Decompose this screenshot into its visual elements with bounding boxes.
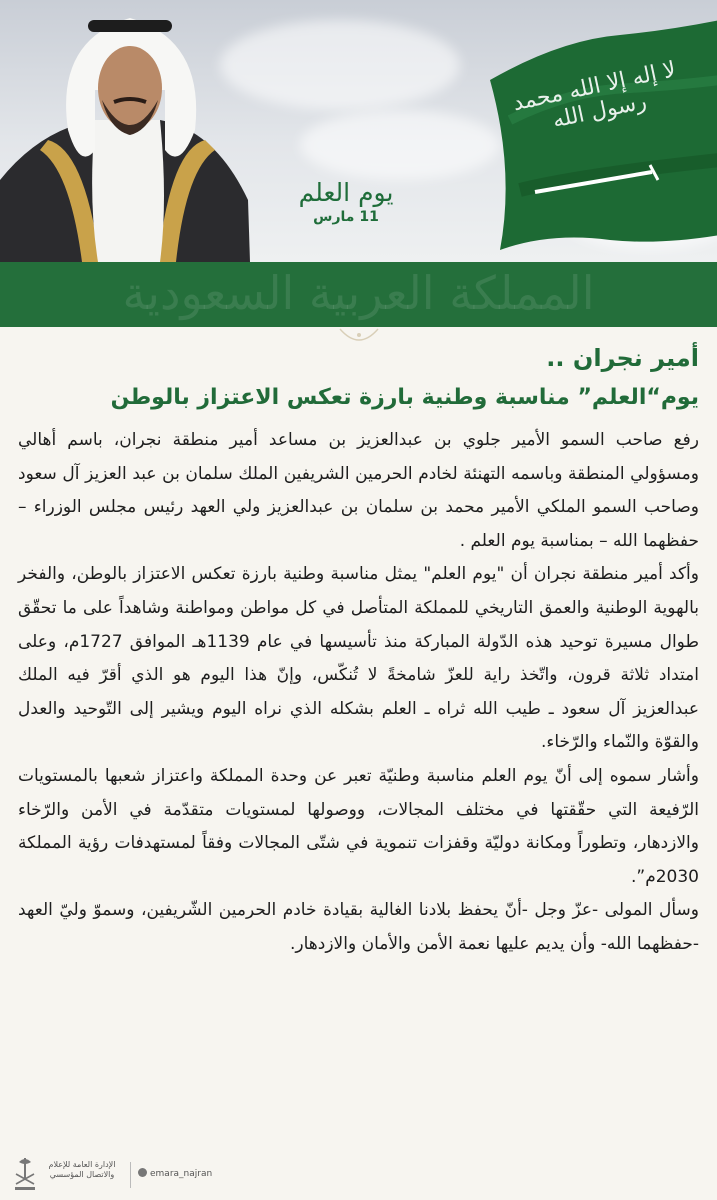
flag-inscription: لا إله إلا الله محمد رسول الله xyxy=(510,57,679,134)
emir-portrait xyxy=(0,0,250,262)
social-icon xyxy=(138,1168,147,1177)
paragraph-1: رفع صاحب السمو الأمير جلوي بن عبدالعزيز بن مساعد أمير منطقة نجران، باسم أهالي ومسؤولي المنطقة وباسمه التهنئة لخادم الحرمين الشريفين الملك سلمان بن عبد العزيز آل سعود وصاحب السمو الملكي الأمير محمد بن سلمان بن عبدالعزيز ولي العهد رئيس مجلس الوزراء – حفظهما الله – بمناسبة يوم العلم . xyxy=(18,430,699,551)
flag-day-logo xyxy=(296,178,396,226)
flag-day-title: يوم العلم xyxy=(298,178,394,207)
article xyxy=(18,340,699,962)
department-name: الإدارة العامة للإعلام والاتصال المؤسسي xyxy=(48,1160,116,1179)
social-handle[interactable] xyxy=(138,1168,212,1179)
paragraph-2: وأكد أمير منطقة نجران أن "يوم العلم" يمثل مناسبة وطنية بارزة تعكس الاعتزاز بالوطن، والفخر بالهوية الوطنية والعمق التاريخي للمملكة المتأصل في كل مواطن ومواطنة وشاهداً على ما تحقّق طوال مسيرة توحيد هذه الدّولة المباركة منذ تأسيسها في عام 1139هـ الموافق 1727م، وعلى امتداد ثلاثة قرون، واتّخذ راية للعزّ شامخةً لا تُنكّس، وإنّ هذا اليوم هو الذي أقرّ فيه الملك عبدالعزيز آل سعود ـ طيب الله ثراه ـ العلم بشكله الذي نراه اليوم ويشير إلى التّوحيد والعدل والقوّة والنّماء والرّخاء. xyxy=(18,564,699,753)
article-headline: يوم“العلم” مناسبة وطنية بارزة تعكس الاعتزاز بالوطن xyxy=(110,385,699,410)
social-handle-text: emara_najran xyxy=(150,1169,213,1179)
green-band xyxy=(0,262,717,327)
band-watermark: المملكة العربية السعودية xyxy=(122,266,595,320)
footer xyxy=(0,1150,717,1200)
paragraph-3: وأشار سموه إلى أنّ يوم العلم مناسبة وطنيّة تعبر عن وحدة المملكة واعتزاز شعبها بالمستويات الرّفيعة التي حقّقتها في مختلف المجالات، ووصولها لمستويات متقدّمة في الأمن والرّخاء والازدهار، وتطوراً ومكانة دوليّة وقفزات تنموية في شتّى المجالات وفقاً لمستهدفات رؤية المملكة 2030م”. xyxy=(18,765,699,887)
saudi-flag xyxy=(420,0,717,262)
flag-day-date: 11 مارس xyxy=(313,209,379,225)
paragraph-4: وسأل المولى -عزّ وجل -أنّ يحفظ بلادنا الغالية بقيادة خادم الحرمين الشّريفين، وسموّ وليّ العهد -حفظهما الله- وأن يديم عليها نعمة الأمن والأمان والازدهار. xyxy=(18,900,699,954)
header-banner xyxy=(0,0,717,262)
article-title: أمير نجران .. xyxy=(546,344,699,372)
footer-divider xyxy=(130,1162,131,1188)
emblem-icon xyxy=(12,1154,38,1194)
